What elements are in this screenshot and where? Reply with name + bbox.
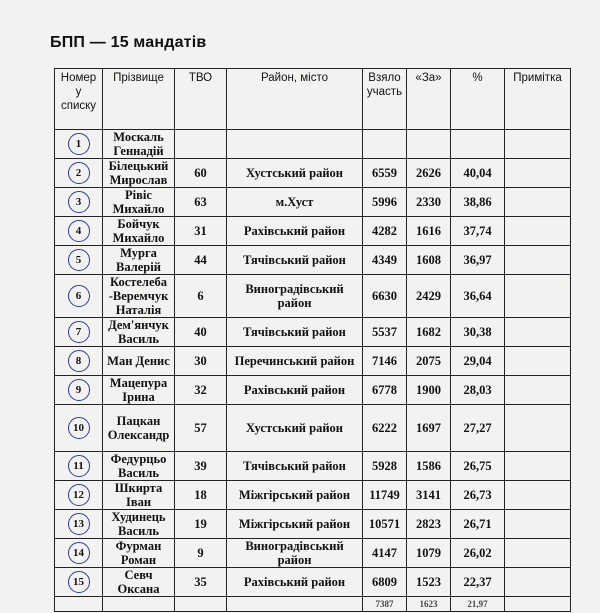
table-row — [55, 217, 571, 246]
table-row — [55, 510, 571, 539]
votes-for-cell: 1586 — [407, 452, 451, 481]
header-turnout: Взяло участь — [363, 69, 407, 130]
votes-for-cell: 2429 — [407, 275, 451, 318]
surname-cell: Федурцьо Василь — [103, 452, 175, 481]
surname-cell: Фурман Роман — [103, 539, 175, 568]
tvo-cell: 30 — [175, 347, 227, 376]
surname-cell: Москаль Геннадій — [103, 130, 175, 159]
votes-for-cell: 1608 — [407, 246, 451, 275]
table-row — [55, 347, 571, 376]
tvo-cell: 60 — [175, 159, 227, 188]
note-cell — [505, 376, 571, 405]
district-cell: Хустський район — [227, 159, 363, 188]
percent-cell: 27,27 — [451, 405, 505, 452]
tvo-cell: 57 — [175, 405, 227, 452]
district-cell: Міжгірський район — [227, 481, 363, 510]
percent-cell: 36,64 — [451, 275, 505, 318]
surname-cell: Дем'янчук Василь — [103, 318, 175, 347]
tvo-cell: 40 — [175, 318, 227, 347]
percent-cell: 21,97 — [451, 597, 505, 612]
list-number-circle: 5 — [68, 249, 90, 271]
note-cell — [505, 539, 571, 568]
header-district: Район, місто — [227, 69, 363, 130]
votes-for-cell: 1682 — [407, 318, 451, 347]
district-cell: Виноградівський район — [227, 539, 363, 568]
tvo-cell — [175, 597, 227, 612]
note-cell — [505, 188, 571, 217]
votes-for-cell: 1523 — [407, 568, 451, 597]
percent-cell: 26,73 — [451, 481, 505, 510]
surname-cell: Пацкан Олександр — [103, 405, 175, 452]
table-row — [55, 568, 571, 597]
percent-cell: 29,04 — [451, 347, 505, 376]
table-row — [55, 159, 571, 188]
table-row — [55, 481, 571, 510]
results-table — [54, 68, 571, 612]
turnout-cell: 6222 — [363, 405, 407, 452]
surname-cell: Севч Оксана — [103, 568, 175, 597]
turnout-cell: 6630 — [363, 275, 407, 318]
page-title: БПП — 15 мандатів — [50, 34, 207, 51]
surname-cell — [103, 597, 175, 612]
note-cell — [505, 130, 571, 159]
district-cell: м.Хуст — [227, 188, 363, 217]
percent-cell: 22,37 — [451, 568, 505, 597]
percent-cell: 36,97 — [451, 246, 505, 275]
table-row — [55, 405, 571, 452]
district-cell: Тячівський район — [227, 318, 363, 347]
district-cell: Рахівський район — [227, 217, 363, 246]
votes-for-cell: 1697 — [407, 405, 451, 452]
district-cell: Виноградівський район — [227, 275, 363, 318]
table-row — [55, 130, 571, 159]
table-row — [55, 188, 571, 217]
turnout-cell: 11749 — [363, 481, 407, 510]
turnout-cell: 5928 — [363, 452, 407, 481]
header-votes-for: «За» — [407, 69, 451, 130]
surname-cell: Худинець Василь — [103, 510, 175, 539]
percent-cell: 40,04 — [451, 159, 505, 188]
note-cell — [505, 246, 571, 275]
votes-for-cell — [407, 130, 451, 159]
tvo-cell — [175, 130, 227, 159]
list-number-circle: 12 — [68, 484, 90, 506]
votes-for-cell: 1900 — [407, 376, 451, 405]
turnout-cell: 7146 — [363, 347, 407, 376]
surname-cell: Мурга Валерій — [103, 246, 175, 275]
tvo-cell: 44 — [175, 246, 227, 275]
surname-cell: Рівіс Михайло — [103, 188, 175, 217]
surname-cell: Шкирта Іван — [103, 481, 175, 510]
district-cell: Хустський район — [227, 405, 363, 452]
turnout-cell: 5996 — [363, 188, 407, 217]
note-cell — [505, 275, 571, 318]
votes-for-cell: 2626 — [407, 159, 451, 188]
note-cell — [505, 318, 571, 347]
district-cell: Міжгірський район — [227, 510, 363, 539]
table-row — [55, 318, 571, 347]
header-number: Номер у списку — [55, 69, 103, 130]
tvo-cell: 32 — [175, 376, 227, 405]
table-row — [55, 539, 571, 568]
table-row — [55, 275, 571, 318]
list-number-circle: 8 — [68, 350, 90, 372]
votes-for-cell: 3141 — [407, 481, 451, 510]
votes-for-cell: 1079 — [407, 539, 451, 568]
votes-for-cell: 2075 — [407, 347, 451, 376]
turnout-cell: 7387 — [363, 597, 407, 612]
turnout-cell: 10571 — [363, 510, 407, 539]
surname-cell: Білецький Мирослав — [103, 159, 175, 188]
percent-cell: 37,74 — [451, 217, 505, 246]
district-cell: Перечинський район — [227, 347, 363, 376]
table-row — [55, 597, 571, 612]
list-number-circle: 4 — [68, 220, 90, 242]
list-number-circle: 3 — [68, 191, 90, 213]
votes-for-cell: 1616 — [407, 217, 451, 246]
turnout-cell: 5537 — [363, 318, 407, 347]
turnout-cell: 6559 — [363, 159, 407, 188]
votes-for-cell: 2330 — [407, 188, 451, 217]
note-cell — [505, 481, 571, 510]
district-cell: Тячівський район — [227, 246, 363, 275]
percent-cell: 26,75 — [451, 452, 505, 481]
note-cell — [505, 452, 571, 481]
note-cell — [505, 405, 571, 452]
list-number-circle: 13 — [68, 513, 90, 535]
list-number-circle: 7 — [68, 321, 90, 343]
note-cell — [505, 159, 571, 188]
percent-cell: 38,86 — [451, 188, 505, 217]
surname-cell: Бойчук Михайло — [103, 217, 175, 246]
surname-cell: Ман Денис — [103, 347, 175, 376]
district-cell: Рахівський район — [227, 376, 363, 405]
note-cell — [505, 597, 571, 612]
tvo-cell: 19 — [175, 510, 227, 539]
list-number-circle: 1 — [68, 133, 90, 155]
turnout-cell: 4282 — [363, 217, 407, 246]
tvo-cell: 35 — [175, 568, 227, 597]
table-header-row — [55, 69, 571, 130]
note-cell — [505, 217, 571, 246]
table-row — [55, 452, 571, 481]
surname-cell: Мацепура Ірина — [103, 376, 175, 405]
percent-cell — [451, 130, 505, 159]
tvo-cell: 6 — [175, 275, 227, 318]
tvo-cell: 31 — [175, 217, 227, 246]
list-number-circle: 10 — [68, 417, 90, 439]
turnout-cell: 6778 — [363, 376, 407, 405]
header-percent: % — [451, 69, 505, 130]
list-number-circle: 14 — [68, 542, 90, 564]
percent-cell: 26,02 — [451, 539, 505, 568]
note-cell — [505, 510, 571, 539]
turnout-cell: 6809 — [363, 568, 407, 597]
turnout-cell — [363, 130, 407, 159]
header-note: Примітка — [505, 69, 571, 130]
district-cell: Тячівський район — [227, 452, 363, 481]
tvo-cell: 63 — [175, 188, 227, 217]
table-row — [55, 246, 571, 275]
percent-cell: 30,38 — [451, 318, 505, 347]
note-cell — [505, 347, 571, 376]
table-row — [55, 376, 571, 405]
list-number-circle: 11 — [68, 455, 90, 477]
district-cell: Рахівський район — [227, 568, 363, 597]
header-surname: Прізвище — [103, 69, 175, 130]
note-cell — [505, 568, 571, 597]
percent-cell: 26,71 — [451, 510, 505, 539]
turnout-cell: 4147 — [363, 539, 407, 568]
district-cell — [227, 597, 363, 612]
list-number-circle: 15 — [68, 571, 90, 593]
percent-cell: 28,03 — [451, 376, 505, 405]
surname-cell: Костелеба -Веремчук Наталія — [103, 275, 175, 318]
list-number-circle: 9 — [68, 379, 90, 401]
tvo-cell: 39 — [175, 452, 227, 481]
tvo-cell: 9 — [175, 539, 227, 568]
votes-for-cell: 1623 — [407, 597, 451, 612]
district-cell — [227, 130, 363, 159]
tvo-cell: 18 — [175, 481, 227, 510]
list-number-circle: 2 — [68, 162, 90, 184]
turnout-cell: 4349 — [363, 246, 407, 275]
list-number-circle: 6 — [68, 285, 90, 307]
votes-for-cell: 2823 — [407, 510, 451, 539]
header-tvo: ТВО — [175, 69, 227, 130]
